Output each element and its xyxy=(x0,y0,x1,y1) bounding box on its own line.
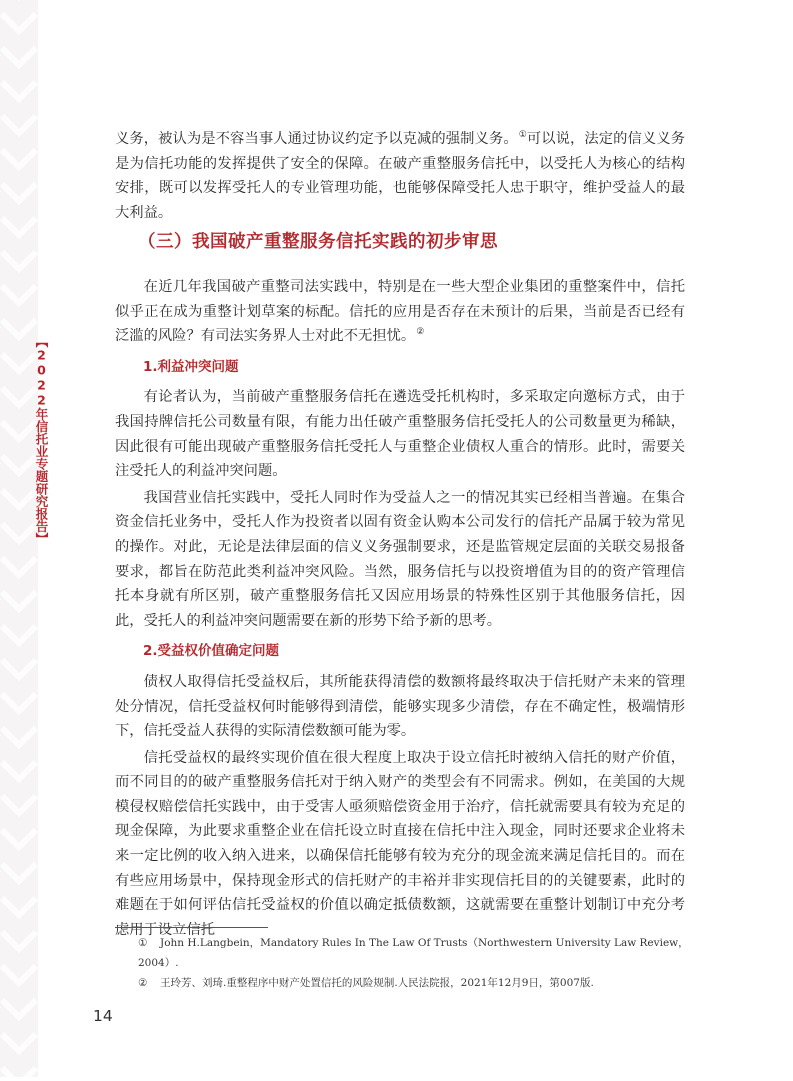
chevron-mark xyxy=(2,864,36,881)
conflict-paragraph-2: 我国营业信托实践中，受托人同时作为受益人之一的情况其实已经相当普遍。在集合资金信托业务中，受托人作为投资者以固有资金认购本公司发行的信托产品属于较为常见的操作。对此，无论是法律层面的信义义务强制要求，还是监管规定层面的关联交易报备要求，都旨在防范此类利益冲突风险。当然，服务信托与以投资增值为目的的资产管理信托本身就有所区别，破产重整服务信托又因应用场景的特殊性区别于其他服务信托，因此，受托人的利益冲突问题需要在新的形势下给予新的思考。 xyxy=(115,489,685,629)
decorative-chevron-strip xyxy=(0,0,38,1077)
footnote-2 xyxy=(138,973,698,993)
chevron-mark xyxy=(2,82,36,99)
chevron-mark xyxy=(2,626,36,643)
chevron-mark xyxy=(2,1068,36,1077)
section-heading: （三）我国破产重整服务信托实践的初步审思 xyxy=(138,232,498,252)
chevron-mark xyxy=(2,660,36,677)
page-number: 14 xyxy=(93,1007,113,1025)
chevron-mark xyxy=(2,558,36,575)
chevron-mark xyxy=(2,116,36,133)
footnote-ref-1[interactable]: ① xyxy=(518,130,527,141)
subsection-heading-conflict: 1.利益冲突问题 xyxy=(143,358,239,375)
chevron-mark xyxy=(2,48,36,65)
chevron-mark xyxy=(2,830,36,847)
footnote-divider xyxy=(115,927,268,928)
footnotes xyxy=(138,933,698,993)
valuation-paragraph-1: 债权人取得信托受益权后，其所能获得清偿的数额将最终取决于信托财产未来的管理处分情况，信托受益权何时能够得到清偿，能够实现多少清偿，存在不确定性，极端情形下，信托受益人获得的实际清偿数额可能为零。 xyxy=(115,673,685,740)
chevron-mark xyxy=(2,1000,36,1017)
footnote-1 xyxy=(138,933,698,973)
footnote-1-text: John H.Langbein，Mandatory Rules In The Law Of Trusts（Northwestern University Law Review，2004）. xyxy=(138,937,689,969)
chevron-pattern xyxy=(0,0,38,1077)
chevron-mark xyxy=(2,286,36,303)
subsection-heading-valuation: 2.受益权价值确定问题 xyxy=(143,643,280,660)
footnote-2-marker: ② xyxy=(138,977,148,989)
section-lead-paragraph xyxy=(115,275,685,349)
conflict-paragraph-1: 有论者认为，当前破产重整服务信托在遴选受托机构时，多采取定向邀标方式，由于我国持牌信托公司数量有限，有能力出任破产重整服务信托受托人的公司数量更为稀缺，因此很有可能出现破产重整服务信托受托人与重整企业债权人重合的情形。此时，需要关注受托人的利益冲突问题。 xyxy=(115,389,685,480)
footnote-1-marker: ① xyxy=(138,937,148,949)
chevron-mark xyxy=(2,1034,36,1051)
intro-text-before-note: 义务，被认为是不容当事人通过协议约定予以克减的强制义务。 xyxy=(115,131,518,147)
footnote-2-text: 王玲芳、刘琦.重整程序中财产处置信托的风险规制.人民法院报，2021年12月9日，第007版. xyxy=(160,977,594,989)
body-text-top xyxy=(115,127,685,225)
chevron-mark xyxy=(2,252,36,269)
chevron-mark xyxy=(2,150,36,167)
footnote-ref-2[interactable]: ② xyxy=(416,327,425,338)
chevron-mark xyxy=(2,762,36,779)
intro-text-after-note: 可以说，法定的信义义务是为信托功能的发挥提供了安全的保障。在破产重整服务信托中，以受托人为核心的结构安排，既可以发挥受托人的专业管理功能，也能够保障受托人忠于职守，维护受益人的最大利益。 xyxy=(115,131,685,221)
chevron-mark xyxy=(2,184,36,201)
valuation-paragraph-2: 信托受益权的最终实现价值在很大程度上取决于设立信托时被纳入信托的财产价值，而不同目的的破产重整服务信托对于纳入财产的类型会有不同需求。例如，在美国的大规模侵权赔偿信托实践中，由于受害人亟须赔偿资金用于治疗，信托就需要具有较为充足的现金保障，为此要求重整企业在信托设立时直接在信托中注入现金，同时还要求企业将未来一定比例的收入纳入进来，以确保信托能够有较为充分的现金流来满足信托目的。而在有些应用场景中，保持现金形式的信托财产的丰裕并非实现信托目的的关键要素，此时的难题在于如何评估信托受益权的价值以确定抵债数额，这就需要在重整计划制订中充分考虑用于设立信托 xyxy=(115,749,685,938)
report-side-tab xyxy=(31,335,51,545)
chevron-mark xyxy=(2,932,36,949)
body-text-main xyxy=(115,275,685,942)
side-tab-title: 2022年信托业专题研究报告 xyxy=(34,347,49,533)
side-tab-close-bracket: 】 xyxy=(34,532,49,545)
chevron-mark xyxy=(2,592,36,609)
chevron-mark xyxy=(2,694,36,711)
side-tab-open-bracket: 【 xyxy=(34,335,49,348)
lead-paragraph-text: 在近几年我国破产重整司法实践中，特别是在一些大型企业集团的重整案件中，信托似乎正在成为重整计划草案的标配。信托的应用是否存在未预计的后果，当前是否已经有泛滥的风险？有司法实务界人士对此不无担忧。 xyxy=(115,279,685,345)
chevron-mark xyxy=(2,728,36,745)
chevron-mark xyxy=(2,898,36,915)
intro-paragraph xyxy=(115,127,685,225)
chevron-mark xyxy=(2,796,36,813)
chevron-mark xyxy=(2,218,36,235)
chevron-mark xyxy=(2,966,36,983)
chevron-mark xyxy=(2,14,36,31)
